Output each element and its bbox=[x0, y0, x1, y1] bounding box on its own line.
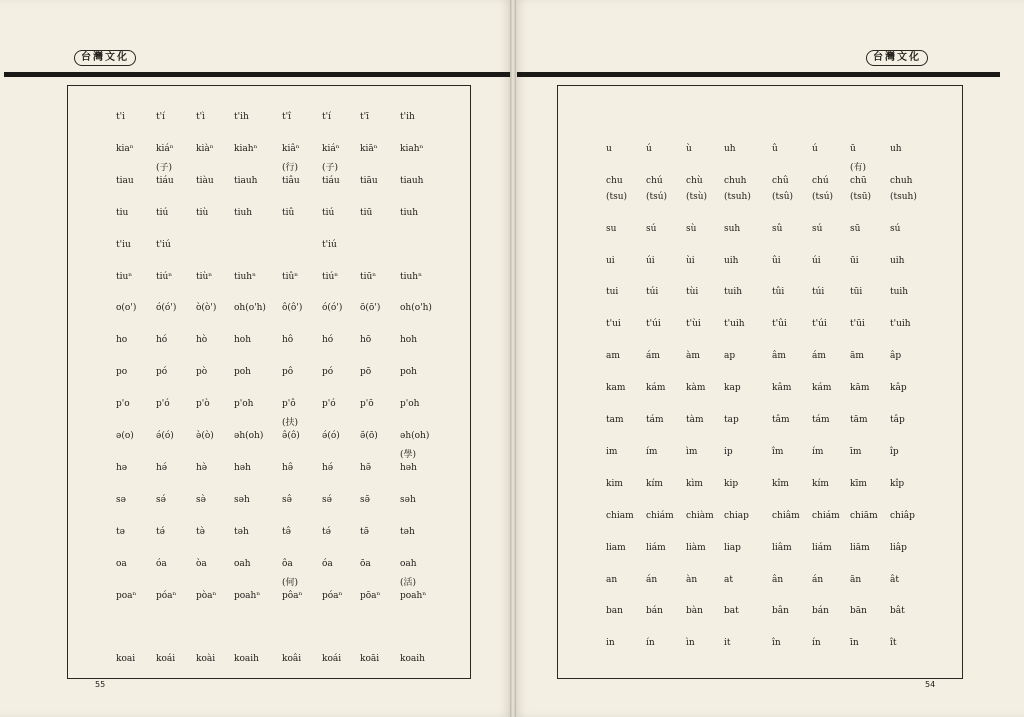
syllable-cell: p'oh bbox=[400, 399, 420, 410]
syllable-cell: tiāu bbox=[360, 175, 378, 186]
syllable-cell: tiûⁿ bbox=[282, 271, 299, 282]
syllable-cell: (行) bbox=[282, 162, 299, 173]
syllable-cell: tə́ bbox=[322, 526, 331, 537]
syllable-cell: tàm bbox=[686, 415, 704, 426]
syllable-cell: pó bbox=[322, 367, 334, 378]
syllable-cell: pòaⁿ bbox=[196, 590, 217, 601]
syllable-cell: səh bbox=[400, 494, 416, 505]
syllable-cell: tə̀ bbox=[196, 526, 205, 537]
syllable-cell: kìm bbox=[686, 478, 703, 489]
syllable-cell: chu bbox=[606, 175, 623, 186]
syllable-cell: kīm bbox=[850, 478, 867, 489]
syllable-cell: liâm bbox=[772, 542, 792, 553]
syllable-cell: tiūⁿ bbox=[360, 271, 377, 282]
syllable-cell: p'ō bbox=[360, 399, 374, 410]
syllable-cell: t'ui bbox=[606, 319, 621, 330]
syllable-cell: (活) bbox=[400, 577, 417, 588]
syllable-cell: tiáu bbox=[156, 175, 174, 186]
syllable-cell: hō bbox=[360, 335, 372, 346]
syllable-cell: t'ī bbox=[360, 112, 369, 122]
syllable-cell: liam bbox=[606, 542, 626, 553]
syllable-cell: sə̄ bbox=[360, 494, 370, 505]
syllable-cell: tiàu bbox=[196, 175, 214, 186]
syllable-cell: p'ó bbox=[322, 399, 336, 410]
syllable-cell: ât bbox=[890, 574, 899, 585]
syllable-cell: ît bbox=[890, 638, 897, 649]
syllable-cell: tə̄ bbox=[360, 526, 369, 537]
syllable-cell: səh bbox=[234, 494, 250, 505]
syllable-cell: ān bbox=[850, 574, 862, 585]
syllable-cell: ùi bbox=[686, 255, 695, 266]
syllable-cell: tâp bbox=[890, 415, 905, 426]
syllable-cell: an bbox=[606, 574, 618, 585]
syllable-cell: kâm bbox=[772, 383, 792, 394]
syllable-cell: oa bbox=[116, 558, 127, 569]
syllable-cell: ín bbox=[646, 638, 655, 649]
syllable-cell: ân bbox=[772, 574, 784, 585]
syllable-cell: túi bbox=[646, 287, 659, 298]
syllable-cell: tiû bbox=[282, 207, 295, 218]
syllable-cell: kím bbox=[646, 478, 663, 489]
syllable-cell: sə bbox=[116, 494, 126, 505]
syllable-cell: án bbox=[812, 574, 824, 585]
syllable-cell: sə́ bbox=[322, 494, 332, 505]
syllable-cell: oah bbox=[234, 558, 251, 569]
syllable-cell: (子) bbox=[322, 162, 339, 173]
syllable-cell: ó(ó') bbox=[322, 303, 343, 314]
syllable-cell: óa bbox=[322, 558, 333, 569]
syllable-cell: kâp bbox=[890, 383, 907, 394]
syllable-cell: tām bbox=[850, 415, 868, 426]
syllable-cell: in bbox=[606, 638, 615, 649]
syllable-cell: tuih bbox=[890, 287, 909, 298]
syllable-cell: (何) bbox=[282, 577, 299, 588]
syllable-cell: (tsu) bbox=[606, 191, 628, 202]
syllable-cell: kap bbox=[724, 383, 741, 394]
syllable-cell: t'iú bbox=[322, 239, 337, 250]
syllable-cell: kim bbox=[606, 478, 623, 489]
syllable-cell: həh bbox=[400, 462, 417, 473]
syllable-cell: tiū bbox=[360, 207, 373, 218]
syllable-cell: tiáu bbox=[322, 175, 340, 186]
syllable-cell: sú bbox=[812, 223, 823, 234]
syllable-cell: pò bbox=[196, 367, 208, 378]
syllable-cell: poahⁿ bbox=[400, 590, 427, 601]
syllable-cell: póaⁿ bbox=[322, 590, 343, 601]
syllable-cell: (tsuh) bbox=[890, 191, 917, 202]
syllable-cell: ú bbox=[812, 143, 818, 154]
syllable-cell: tiauh bbox=[234, 175, 258, 186]
syllable-cell: hə̂ bbox=[282, 462, 294, 473]
syllable-cell: təh bbox=[234, 526, 249, 537]
syllable-cell: uih bbox=[890, 255, 905, 266]
syllable-cell: sə̀ bbox=[196, 494, 206, 505]
syllable-cell: ìm bbox=[686, 446, 698, 457]
right-header-logo: 台灣文化 bbox=[866, 50, 928, 66]
syllable-cell: tiúⁿ bbox=[322, 271, 339, 282]
syllable-cell: tiau bbox=[116, 175, 134, 186]
syllable-cell: u bbox=[606, 143, 612, 154]
syllable-cell: p'ò bbox=[196, 399, 210, 410]
syllable-cell: po bbox=[116, 367, 128, 378]
syllable-cell: kām bbox=[850, 383, 870, 394]
syllable-cell: tiâu bbox=[282, 175, 300, 186]
syllable-cell: poaⁿ bbox=[116, 590, 137, 601]
syllable-cell: chuh bbox=[724, 175, 747, 186]
syllable-cell: kiâⁿ bbox=[282, 143, 300, 154]
syllable-cell: t'ih bbox=[234, 112, 249, 122]
syllable-cell: (子) bbox=[156, 162, 173, 173]
syllable-cell: it bbox=[724, 638, 731, 649]
syllable-cell: t'úi bbox=[646, 319, 661, 330]
right-header-rule bbox=[517, 72, 1000, 77]
syllable-cell: ə̂(ô) bbox=[282, 431, 300, 441]
syllable-cell: chiâm bbox=[772, 510, 800, 521]
syllable-cell: kím bbox=[812, 478, 829, 489]
syllable-cell: hó bbox=[322, 335, 334, 346]
syllable-cell: (tsuh) bbox=[724, 191, 751, 202]
syllable-cell: suh bbox=[724, 223, 741, 234]
syllable-cell: ím bbox=[646, 446, 658, 457]
syllable-cell: tam bbox=[606, 415, 624, 426]
syllable-cell: pô bbox=[282, 367, 294, 378]
syllable-cell: (tsū) bbox=[850, 191, 872, 202]
syllable-cell: koâi bbox=[282, 654, 302, 665]
syllable-cell: chiám bbox=[646, 510, 674, 521]
syllable-cell: hə́ bbox=[322, 462, 334, 473]
syllable-cell: ó(ó') bbox=[156, 303, 177, 314]
syllable-cell: t'ì bbox=[196, 112, 205, 122]
syllable-cell: uh bbox=[724, 143, 736, 154]
syllable-cell: (有) bbox=[850, 162, 867, 173]
syllable-cell: tûi bbox=[772, 287, 785, 298]
syllable-cell: t'iú bbox=[156, 239, 171, 250]
syllable-cell: tui bbox=[606, 287, 619, 298]
syllable-cell: koāi bbox=[360, 654, 380, 665]
syllable-cell: àn bbox=[686, 574, 698, 585]
syllable-cell: hə̀ bbox=[196, 462, 208, 473]
syllable-cell: chiam bbox=[606, 510, 634, 521]
syllable-cell: əh(oh) bbox=[234, 431, 264, 441]
syllable-cell: liap bbox=[724, 542, 741, 553]
syllable-cell: ìn bbox=[686, 638, 695, 649]
syllable-cell: chiap bbox=[724, 510, 749, 521]
syllable-cell: hə̄ bbox=[360, 462, 372, 473]
syllable-cell: tap bbox=[724, 415, 739, 426]
syllable-cell: tiúⁿ bbox=[156, 271, 173, 282]
syllable-cell: p'ô bbox=[282, 399, 296, 410]
syllable-cell: koai bbox=[116, 654, 136, 665]
syllable-cell: ip bbox=[724, 446, 733, 457]
syllable-cell: poh bbox=[234, 367, 251, 378]
syllable-cell: am bbox=[606, 351, 620, 362]
syllable-cell: pôaⁿ bbox=[282, 590, 303, 601]
syllable-cell: poahⁿ bbox=[234, 590, 261, 601]
syllable-cell: tūi bbox=[850, 287, 863, 298]
syllable-cell: koài bbox=[196, 654, 216, 665]
syllable-cell: t'uih bbox=[724, 319, 745, 330]
syllable-cell: koaih bbox=[400, 654, 425, 665]
syllable-cell: t'úi bbox=[812, 319, 827, 330]
syllable-cell: (tsú) bbox=[812, 191, 834, 202]
syllable-cell: kám bbox=[812, 383, 832, 394]
syllable-cell: pō bbox=[360, 367, 372, 378]
syllable-cell: tiú bbox=[322, 207, 335, 218]
syllable-cell: ím bbox=[812, 446, 824, 457]
syllable-cell: tiuhⁿ bbox=[234, 271, 256, 282]
syllable-cell: kîm bbox=[772, 478, 789, 489]
syllable-cell: kiahⁿ bbox=[234, 143, 258, 154]
syllable-cell: ə̄(ō) bbox=[360, 431, 378, 441]
left-page-number: 55 bbox=[95, 680, 106, 689]
syllable-cell: t'ūi bbox=[850, 319, 865, 330]
syllable-cell: ú bbox=[646, 143, 652, 154]
syllable-cell: án bbox=[646, 574, 658, 585]
syllable-cell: hə bbox=[116, 462, 128, 473]
syllable-cell: hoh bbox=[234, 335, 252, 346]
syllable-cell: tiuhⁿ bbox=[400, 271, 422, 282]
syllable-cell: tám bbox=[812, 415, 830, 426]
syllable-cell: ám bbox=[646, 351, 660, 362]
syllable-cell: p'o bbox=[116, 399, 130, 410]
syllable-cell: bât bbox=[890, 606, 905, 617]
syllable-cell: kám bbox=[646, 383, 666, 394]
syllable-cell: hoh bbox=[400, 335, 418, 346]
syllable-cell: tùi bbox=[686, 287, 699, 298]
syllable-cell: chú bbox=[812, 175, 829, 186]
syllable-cell: oh(o'h) bbox=[400, 303, 432, 314]
syllable-cell: ām bbox=[850, 351, 864, 362]
syllable-cell: pó bbox=[156, 367, 168, 378]
syllable-cell: kiāⁿ bbox=[360, 143, 378, 154]
syllable-cell: ap bbox=[724, 351, 736, 362]
syllable-cell: kiàⁿ bbox=[196, 143, 214, 154]
syllable-cell: oah bbox=[400, 558, 417, 569]
syllable-cell: úi bbox=[812, 255, 821, 266]
syllable-cell: kîp bbox=[890, 478, 905, 489]
syllable-cell: ə(o) bbox=[116, 431, 134, 441]
syllable-cell: kip bbox=[724, 478, 739, 489]
syllable-cell: sú bbox=[646, 223, 657, 234]
right-page-number: 54 bbox=[925, 680, 936, 689]
syllable-cell: sû bbox=[772, 223, 783, 234]
syllable-cell: (扶) bbox=[282, 418, 299, 429]
syllable-cell: ôa bbox=[282, 558, 293, 569]
syllable-cell: həh bbox=[234, 462, 251, 473]
syllable-cell: ə̀(ò) bbox=[196, 431, 214, 441]
syllable-cell: t'ih bbox=[400, 112, 415, 122]
syllable-cell: bàn bbox=[686, 606, 703, 617]
syllable-cell: p'ó bbox=[156, 399, 170, 410]
syllable-cell: túi bbox=[812, 287, 825, 298]
syllable-cell: chiām bbox=[850, 510, 878, 521]
syllable-cell: tiùⁿ bbox=[196, 271, 213, 282]
syllable-cell: hó bbox=[156, 335, 168, 346]
syllable-cell: tâm bbox=[772, 415, 790, 426]
syllable-cell: (tsú) bbox=[646, 191, 668, 202]
syllable-cell: o(o') bbox=[116, 303, 137, 314]
syllable-cell: sú bbox=[890, 223, 901, 234]
syllable-cell: ō(ō') bbox=[360, 303, 381, 314]
syllable-cell: póaⁿ bbox=[156, 590, 177, 601]
left-header-rule bbox=[4, 72, 510, 77]
syllable-cell: bán bbox=[812, 606, 829, 617]
syllable-cell: tiauh bbox=[400, 175, 424, 186]
syllable-cell: liàm bbox=[686, 542, 706, 553]
syllable-cell: bat bbox=[724, 606, 739, 617]
syllable-cell: sə́ bbox=[156, 494, 166, 505]
syllable-cell: chuh bbox=[890, 175, 913, 186]
syllable-cell: bán bbox=[646, 606, 663, 617]
syllable-cell: liám bbox=[646, 542, 666, 553]
syllable-cell: în bbox=[772, 638, 781, 649]
syllable-cell: ín bbox=[812, 638, 821, 649]
syllable-cell: ōa bbox=[360, 558, 371, 569]
syllable-cell: chû bbox=[772, 175, 789, 186]
syllable-cell: əh(oh) bbox=[400, 431, 430, 441]
syllable-cell: kam bbox=[606, 383, 626, 394]
syllable-cell: û bbox=[772, 143, 778, 154]
syllable-cell: chú bbox=[646, 175, 663, 186]
syllable-cell: ûi bbox=[772, 255, 781, 266]
syllable-cell: úi bbox=[646, 255, 655, 266]
syllable-cell: (tsù) bbox=[686, 191, 708, 202]
syllable-cell: îm bbox=[772, 446, 784, 457]
book-gutter bbox=[510, 0, 516, 717]
syllable-cell: tiuh bbox=[400, 207, 419, 218]
syllable-cell: tiuⁿ bbox=[116, 271, 133, 282]
syllable-cell: su bbox=[606, 223, 617, 234]
syllable-cell: ui bbox=[606, 255, 615, 266]
syllable-cell: hə́ bbox=[156, 462, 168, 473]
syllable-cell: liām bbox=[850, 542, 870, 553]
syllable-cell: ò(ò') bbox=[196, 303, 217, 314]
syllable-cell: īn bbox=[850, 638, 859, 649]
syllable-cell: chū bbox=[850, 175, 867, 186]
syllable-cell: kiáⁿ bbox=[156, 143, 174, 154]
syllable-cell: ám bbox=[812, 351, 826, 362]
syllable-cell: kiaⁿ bbox=[116, 143, 134, 154]
syllable-cell: (學) bbox=[400, 449, 417, 460]
syllable-cell: tə́ bbox=[156, 526, 165, 537]
syllable-cell: im bbox=[606, 446, 618, 457]
syllable-cell: t'í bbox=[156, 112, 165, 122]
syllable-cell: îp bbox=[890, 446, 899, 457]
syllable-cell: tiù bbox=[196, 207, 209, 218]
syllable-cell: chiâp bbox=[890, 510, 915, 521]
syllable-cell: kàm bbox=[686, 383, 706, 394]
syllable-cell: (tsû) bbox=[772, 191, 794, 202]
syllable-cell: óa bbox=[156, 558, 167, 569]
left-table-frame bbox=[67, 85, 471, 679]
syllable-cell: at bbox=[724, 574, 733, 585]
syllable-cell: t'iu bbox=[116, 239, 131, 250]
syllable-cell: t'uih bbox=[890, 319, 911, 330]
syllable-cell: chiàm bbox=[686, 510, 714, 521]
syllable-cell: hô bbox=[282, 335, 294, 346]
syllable-cell: âp bbox=[890, 351, 902, 362]
syllable-cell: âm bbox=[772, 351, 786, 362]
syllable-cell: ban bbox=[606, 606, 623, 617]
syllable-cell: sū bbox=[850, 223, 861, 234]
syllable-cell: tə bbox=[116, 526, 125, 537]
syllable-cell: ə́(ó) bbox=[156, 431, 174, 441]
syllable-cell: tə̂ bbox=[282, 526, 291, 537]
right-table-frame bbox=[557, 85, 963, 679]
syllable-cell: t'î bbox=[282, 112, 291, 122]
left-header-logo: 台灣文化 bbox=[74, 50, 136, 66]
syllable-cell: sù bbox=[686, 223, 697, 234]
syllable-cell: kiahⁿ bbox=[400, 143, 424, 154]
syllable-cell: oh(o'h) bbox=[234, 303, 266, 314]
syllable-cell: liâp bbox=[890, 542, 907, 553]
syllable-cell: àm bbox=[686, 351, 700, 362]
syllable-cell: tiu bbox=[116, 207, 129, 218]
syllable-cell: tám bbox=[646, 415, 664, 426]
syllable-cell: t'i bbox=[116, 112, 125, 122]
syllable-cell: tiuh bbox=[234, 207, 253, 218]
syllable-cell: uih bbox=[724, 255, 739, 266]
syllable-cell: t'í bbox=[322, 112, 331, 122]
syllable-cell: koái bbox=[322, 654, 342, 665]
syllable-cell: pōaⁿ bbox=[360, 590, 381, 601]
syllable-cell: bân bbox=[772, 606, 789, 617]
syllable-cell: kiáⁿ bbox=[322, 143, 340, 154]
syllable-cell: īm bbox=[850, 446, 862, 457]
syllable-cell: tiú bbox=[156, 207, 169, 218]
syllable-cell: hò bbox=[196, 335, 208, 346]
syllable-cell: bān bbox=[850, 606, 867, 617]
syllable-cell: òa bbox=[196, 558, 207, 569]
syllable-cell: chiám bbox=[812, 510, 840, 521]
syllable-cell: poh bbox=[400, 367, 417, 378]
syllable-cell: t'ûi bbox=[772, 319, 787, 330]
syllable-cell: t'ùi bbox=[686, 319, 701, 330]
syllable-cell: ūi bbox=[850, 255, 859, 266]
syllable-cell: ô(ô') bbox=[282, 303, 303, 314]
syllable-cell: uh bbox=[890, 143, 902, 154]
syllable-cell: ho bbox=[116, 335, 128, 346]
syllable-cell: ù bbox=[686, 143, 692, 154]
syllable-cell: koái bbox=[156, 654, 176, 665]
syllable-cell: ə́(ó) bbox=[322, 431, 340, 441]
syllable-cell: p'oh bbox=[234, 399, 254, 410]
syllable-cell: koaih bbox=[234, 654, 259, 665]
syllable-cell: təh bbox=[400, 526, 415, 537]
syllable-cell: sə̂ bbox=[282, 494, 292, 505]
syllable-cell: ū bbox=[850, 143, 856, 154]
syllable-cell: liám bbox=[812, 542, 832, 553]
syllable-cell: tuih bbox=[724, 287, 743, 298]
syllable-cell: chù bbox=[686, 175, 703, 186]
